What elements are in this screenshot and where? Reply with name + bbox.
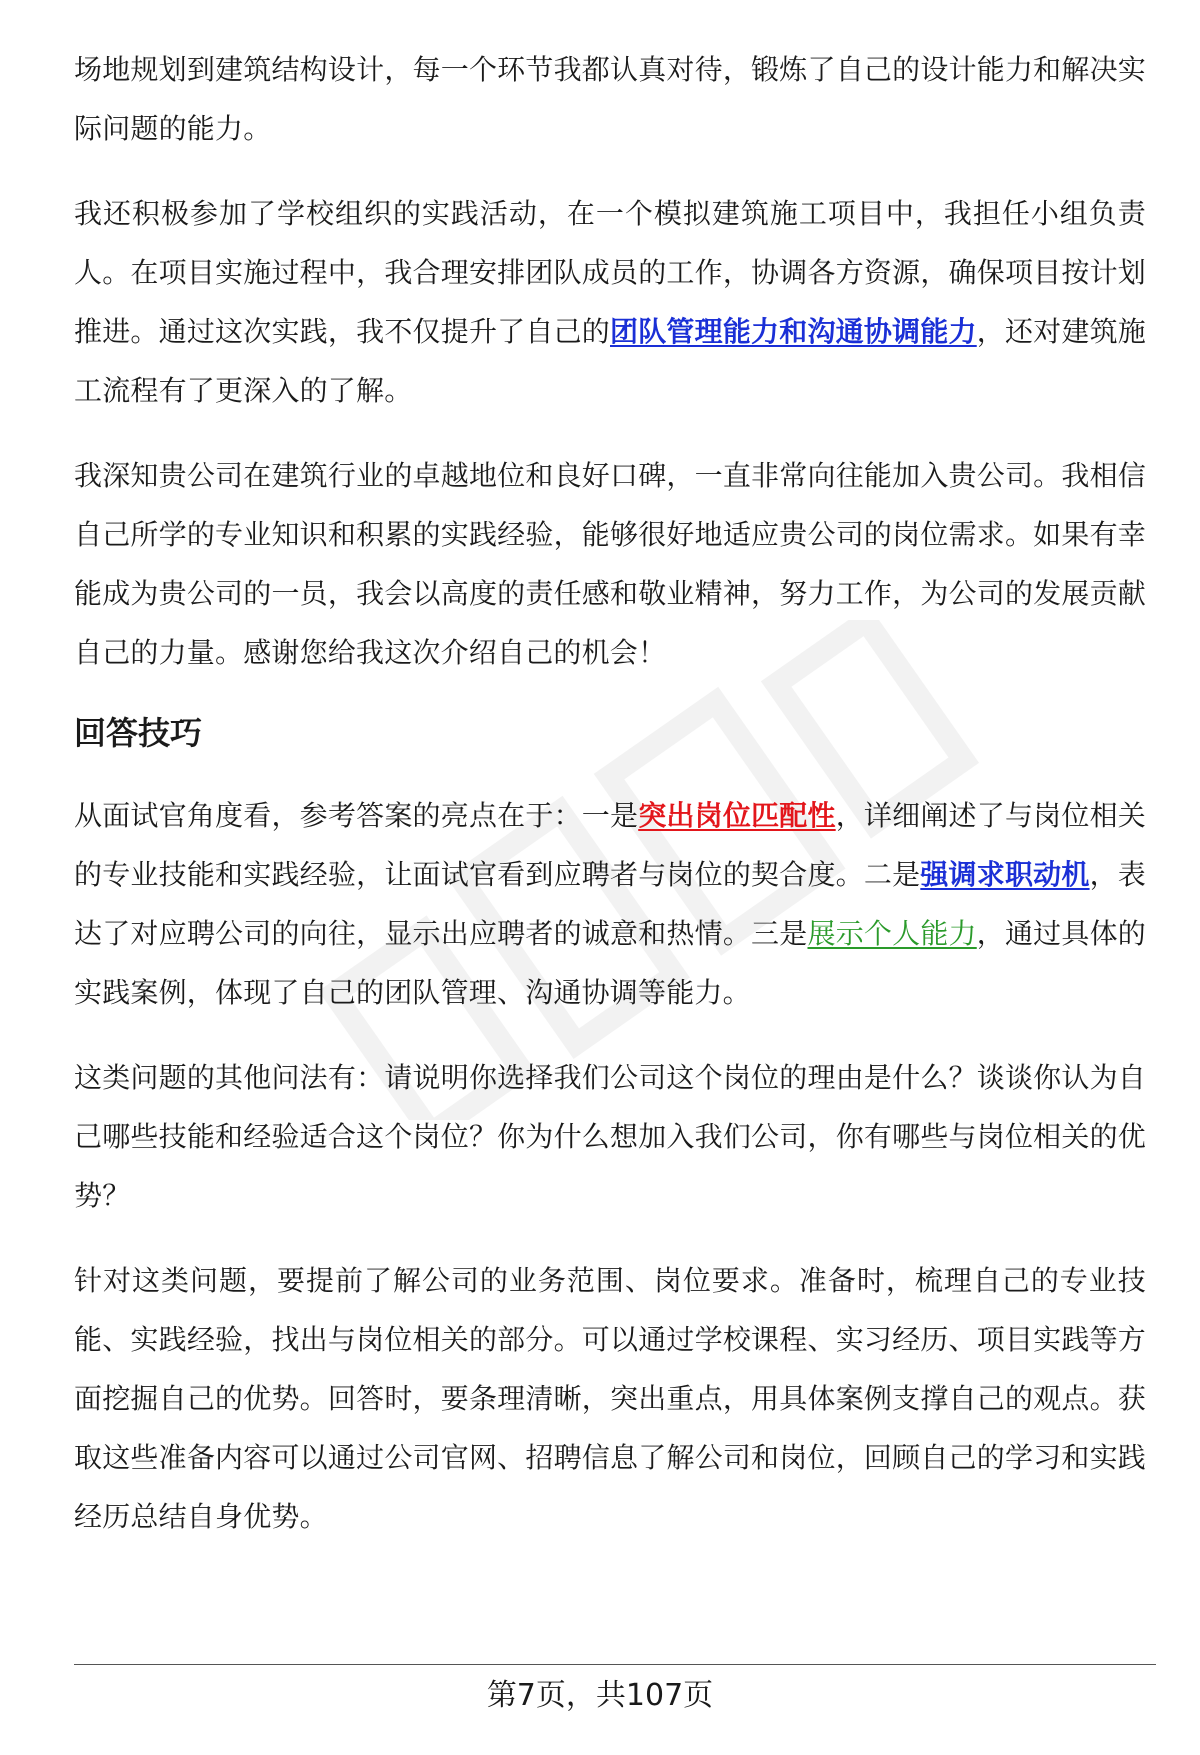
paragraph-tips-highlights: [74, 786, 1146, 1022]
paragraph-text: ，表达了对应聘公司的向往，显示出应聘者的诚意和热情。三是: [74, 858, 1146, 950]
paragraph-text: 我深知贵公司在建筑行业的卓越地位和良好口碑，一直非常向往能加入贵公司。我相信自己所学的专业知识和积累的实践经验，能够很好地适应贵公司的岗位需求。如果有幸能成为贵公司的一员，我会以高度的责任感和敬业精神，努力工作，为公司的发展贡献自己的力量。感谢您给我这次介绍自己的机会！: [74, 459, 1146, 669]
highlight-team-management: 团队管理能力和沟通协调能力: [610, 315, 977, 348]
paragraph-practice-activity: [74, 184, 1146, 420]
paragraph-preparation-advice: [74, 1251, 1146, 1546]
paragraph-text: ，详细阐述了与岗位相关的专业技能和实践经验，让面试官看到应聘者与岗位的契合度。二是: [74, 799, 1147, 891]
paragraph-text: ，还对建筑施工流程有了更深入的了解。: [74, 315, 1146, 407]
highlight-job-match: 突出岗位匹配性: [638, 799, 836, 832]
highlight-personal-ability: 展示个人能力: [807, 917, 977, 950]
paragraph-text: ，通过具体的实践案例，体现了自己的团队管理、沟通协调等能力。: [74, 917, 1147, 1009]
paragraph-alternate-questions: [74, 1048, 1146, 1225]
paragraph-text: 从面试官角度看，参考答案的亮点在于：一是: [74, 799, 639, 832]
section-heading-answer-tips: 回答技巧: [74, 714, 203, 752]
paragraph-text: 场地规划到建筑结构设计，每一个环节我都认真对待，锻炼了自己的设计能力和解决实际问题的能力。: [74, 53, 1146, 145]
paragraph-design-experience: [74, 40, 1146, 158]
paragraph-company-motivation: [74, 446, 1146, 682]
paragraph-text: 我还积极参加了学校组织的实践活动，在一个模拟建筑施工项目中，我担任小组负责人。在项目实施过程中，我合理安排团队成员的工作，协调各方资源，确保项目按计划推进。通过这次实践，我不仅提升了自己的: [74, 197, 1146, 348]
page-number: 第7页，共107页: [486, 1678, 714, 1713]
paragraph-text: 针对这类问题，要提前了解公司的业务范围、岗位要求。准备时，梳理自己的专业技能、实践经验，找出与岗位相关的部分。可以通过学校课程、实习经历、项目实践等方面挖掘自己的优势。回答时，要条理清晰，突出重点，用具体案例支撑自己的观点。获取这些准备内容可以通过公司官网、招聘信息了解公司和岗位，回顾自己的学习和实践经历总结自身优势。: [74, 1264, 1146, 1533]
paragraph-text: 这类问题的其他问法有：请说明你选择我们公司这个岗位的理由是什么？谈谈你认为自己哪些技能和经验适合这个岗位？你为什么想加入我们公司，你有哪些与岗位相关的优势？: [74, 1061, 1146, 1212]
footer-divider: [74, 1664, 1156, 1665]
highlight-job-motivation: 强调求职动机: [920, 858, 1090, 891]
document-body: [74, 40, 1146, 1572]
